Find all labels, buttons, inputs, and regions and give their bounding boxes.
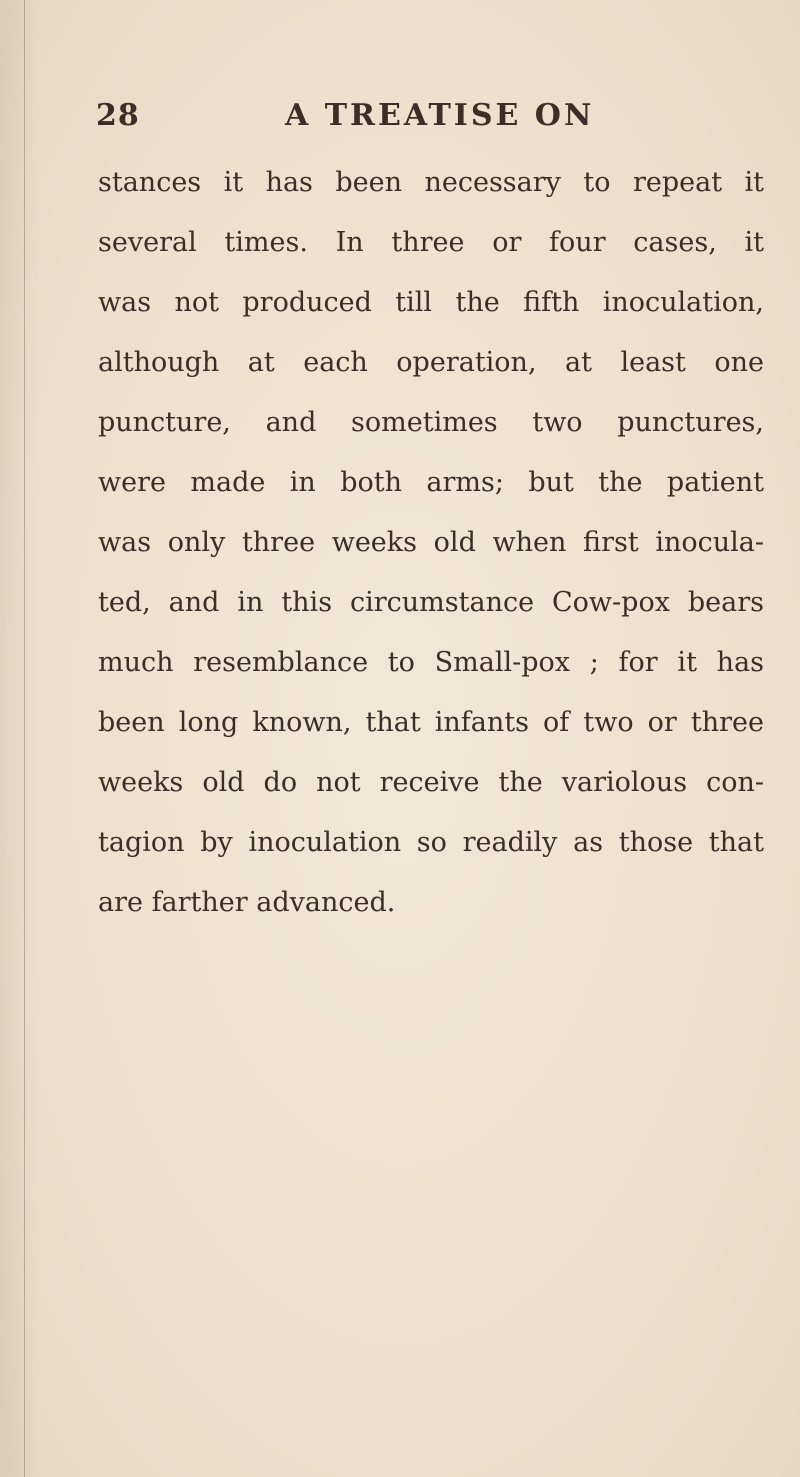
text-line: puncture, and sometimes two punctures, (98, 407, 764, 438)
text-line: was only three weeks old when first inocula- (98, 527, 764, 558)
text-line: much resemblance to Small-pox ; for it has (98, 647, 764, 678)
running-title: A TREATISE ON (285, 98, 595, 133)
text-line: tagion by inoculation so readily as those that (98, 827, 764, 858)
text-line: been long known, that infants of two or three (98, 707, 764, 738)
text-line: several times. In three or four cases, it (98, 227, 764, 258)
text-line: although at each operation, at least one (98, 347, 764, 378)
page-header (0, 98, 800, 148)
page-number: 28 (96, 98, 140, 133)
text-line: were made in both arms; but the patient (98, 467, 764, 498)
text-line: weeks old do not receive the variolous con- (98, 767, 764, 798)
text-line: stances it has been necessary to repeat it (98, 167, 764, 198)
page-gutter-edge (24, 0, 25, 1477)
text-line: was not produced till the fifth inoculation, (98, 287, 764, 318)
text-line: ted, and in this circumstance Cow-pox bears (98, 587, 764, 618)
text-line: are farther advanced. (98, 887, 396, 918)
